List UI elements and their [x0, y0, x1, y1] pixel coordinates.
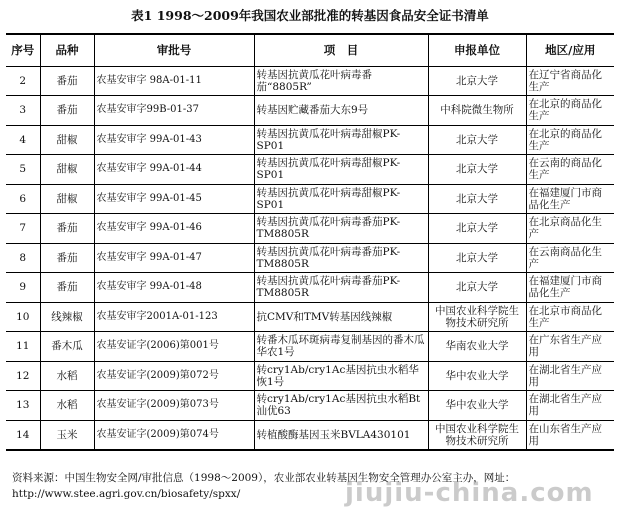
cell-crop: 水稻 — [40, 361, 94, 391]
table-row — [6, 184, 614, 214]
table-row — [6, 273, 614, 303]
cell-crop: 番茄 — [40, 273, 94, 303]
cell-applicant: 华中农业大学 — [428, 361, 526, 391]
cell-applicant: 中国农业科学院生物技术研究所 — [428, 302, 526, 332]
cell-applicant: 北京大学 — [428, 214, 526, 244]
cell-applicant: 华中农业大学 — [428, 391, 526, 421]
cell-no: 10 — [6, 302, 40, 332]
header-no: 序号 — [6, 34, 40, 66]
cell-code: 农基安审字99B-01-37 — [94, 96, 254, 126]
cell-crop: 番茄 — [40, 243, 94, 273]
table-title: 表1 1998～2009年我国农业部批准的转基因食品安全证书清单 — [131, 8, 489, 23]
cell-region: 在福建厦门市商品化生产 — [526, 273, 614, 303]
cell-crop: 水稻 — [40, 391, 94, 421]
cell-code: 农基安证字(2009)第072号 — [94, 361, 254, 391]
cell-no: 6 — [6, 184, 40, 214]
cell-code: 农基安审字 99A-01-48 — [94, 273, 254, 303]
cell-applicant: 北京大学 — [428, 125, 526, 155]
table-row — [6, 96, 614, 126]
cell-code: 农基安审字 99A-01-46 — [94, 214, 254, 244]
cell-region: 在北京的商品化生产 — [526, 96, 614, 126]
cell-code: 农基安审字 99A-01-47 — [94, 243, 254, 273]
cell-applicant: 华南农业大学 — [428, 332, 526, 362]
table-header — [6, 34, 614, 66]
table-row — [6, 243, 614, 273]
cell-project: 转基因抗黄瓜花叶病毒甜椒PK-SP01 — [254, 125, 428, 155]
cell-code: 农基安证字(2009)第073号 — [94, 391, 254, 421]
watermark: jiujiu-china.com — [345, 478, 594, 508]
cell-no: 12 — [6, 361, 40, 391]
cell-no: 7 — [6, 214, 40, 244]
cell-no: 9 — [6, 273, 40, 303]
cell-region: 在云南的商品化生产 — [526, 155, 614, 185]
header-project: 项 目 — [254, 34, 428, 66]
cell-crop: 番木瓜 — [40, 332, 94, 362]
cell-project: 转基因贮藏番茄大东9号 — [254, 96, 428, 126]
cell-region: 在北京的商品化生产 — [526, 125, 614, 155]
header-crop: 品种 — [40, 34, 94, 66]
cell-no: 8 — [6, 243, 40, 273]
header-code: 审批号 — [94, 34, 254, 66]
cell-code: 农基安审字 99A-01-43 — [94, 125, 254, 155]
cell-crop: 番茄 — [40, 66, 94, 96]
cell-code: 农基安证字(2009)第074号 — [94, 420, 254, 450]
cell-project: 转基因抗黄瓜花叶病毒甜椒PK-SP01 — [254, 155, 428, 185]
cell-crop: 线辣椒 — [40, 302, 94, 332]
cell-region: 在云南商品化生产 — [526, 243, 614, 273]
cell-crop: 甜椒 — [40, 155, 94, 185]
cell-no: 2 — [6, 66, 40, 96]
cell-code: 农基安审字 99A-01-45 — [94, 184, 254, 214]
cell-project: 转基因抗黄瓜花叶病毒番茄“8805R” — [254, 66, 428, 96]
cell-crop: 甜椒 — [40, 125, 94, 155]
cell-region: 在北京市商品化生产 — [526, 302, 614, 332]
table-row — [6, 66, 614, 96]
cell-no: 5 — [6, 155, 40, 185]
cell-region: 在福建厦门市商品化生产 — [526, 184, 614, 214]
cell-crop: 玉米 — [40, 420, 94, 450]
cell-no: 14 — [6, 420, 40, 450]
cell-region: 在辽宁省商品化生产 — [526, 66, 614, 96]
cell-project: 转基因抗黄瓜花叶病毒番茄PK-TM8805R — [254, 214, 428, 244]
cell-region: 在湖北省生产应用 — [526, 361, 614, 391]
cell-applicant: 北京大学 — [428, 155, 526, 185]
source-note: 资料来源：中国生物安全网/审批信息（1998～2009），农业部农业转基因生物安全管理办公室主办，网址：http://www.stee.agri.gov.cn/biosafety/spxx/ — [12, 472, 516, 500]
cell-crop: 番茄 — [40, 96, 94, 126]
cell-no: 13 — [6, 391, 40, 421]
header-applicant: 申报单位 — [428, 34, 526, 66]
cell-no: 3 — [6, 96, 40, 126]
table-body — [6, 66, 614, 450]
cell-project: 转番木瓜环斑病毒复制基因的番木瓜华农1号 — [254, 332, 428, 362]
table-row — [6, 302, 614, 332]
cell-project: 转基因抗黄瓜花叶病毒甜椒PK-SP01 — [254, 184, 428, 214]
table-row — [6, 125, 614, 155]
cell-region: 在湖北省生产应用 — [526, 391, 614, 421]
cell-project: 转植酸酶基因玉米BVLA430101 — [254, 420, 428, 450]
certificate-table — [6, 33, 614, 451]
cell-no: 4 — [6, 125, 40, 155]
cell-project: 转基因抗黄瓜花叶病毒番茄PK-TM8805R — [254, 243, 428, 273]
cell-project: 抗CMV和TMV转基因线辣椒 — [254, 302, 428, 332]
cell-code: 农基安审字2001A-01-123 — [94, 302, 254, 332]
cell-applicant: 北京大学 — [428, 184, 526, 214]
cell-applicant: 北京大学 — [428, 66, 526, 96]
cell-region: 在广东省生产应用 — [526, 332, 614, 362]
table-row — [6, 332, 614, 362]
cell-region: 在北京商品化生产 — [526, 214, 614, 244]
cell-applicant: 中科院微生物所 — [428, 96, 526, 126]
header-region: 地区/应用 — [526, 34, 614, 66]
cell-no: 11 — [6, 332, 40, 362]
table-row — [6, 214, 614, 244]
table-row — [6, 391, 614, 421]
cell-region: 在山东省生产应用 — [526, 420, 614, 450]
cell-code: 农基安审字 98A-01-11 — [94, 66, 254, 96]
cell-crop: 甜椒 — [40, 184, 94, 214]
table-row — [6, 420, 614, 450]
cell-code: 农基安证字(2006)第001号 — [94, 332, 254, 362]
cell-project: 转cry1Ab/cry1Ac基因抗虫水稻华恢1号 — [254, 361, 428, 391]
table-row — [6, 361, 614, 391]
cell-project: 转cry1Ab/cry1Ac基因抗虫水稻Bt汕优63 — [254, 391, 428, 421]
cell-project: 转基因抗黄瓜花叶病毒番茄PK-TM8805R — [254, 273, 428, 303]
cell-applicant: 北京大学 — [428, 273, 526, 303]
cell-applicant: 北京大学 — [428, 243, 526, 273]
cell-crop: 番茄 — [40, 214, 94, 244]
table-row — [6, 155, 614, 185]
cell-code: 农基安审字 99A-01-44 — [94, 155, 254, 185]
cell-applicant: 中国农业科学院生物技术研究所 — [428, 420, 526, 450]
